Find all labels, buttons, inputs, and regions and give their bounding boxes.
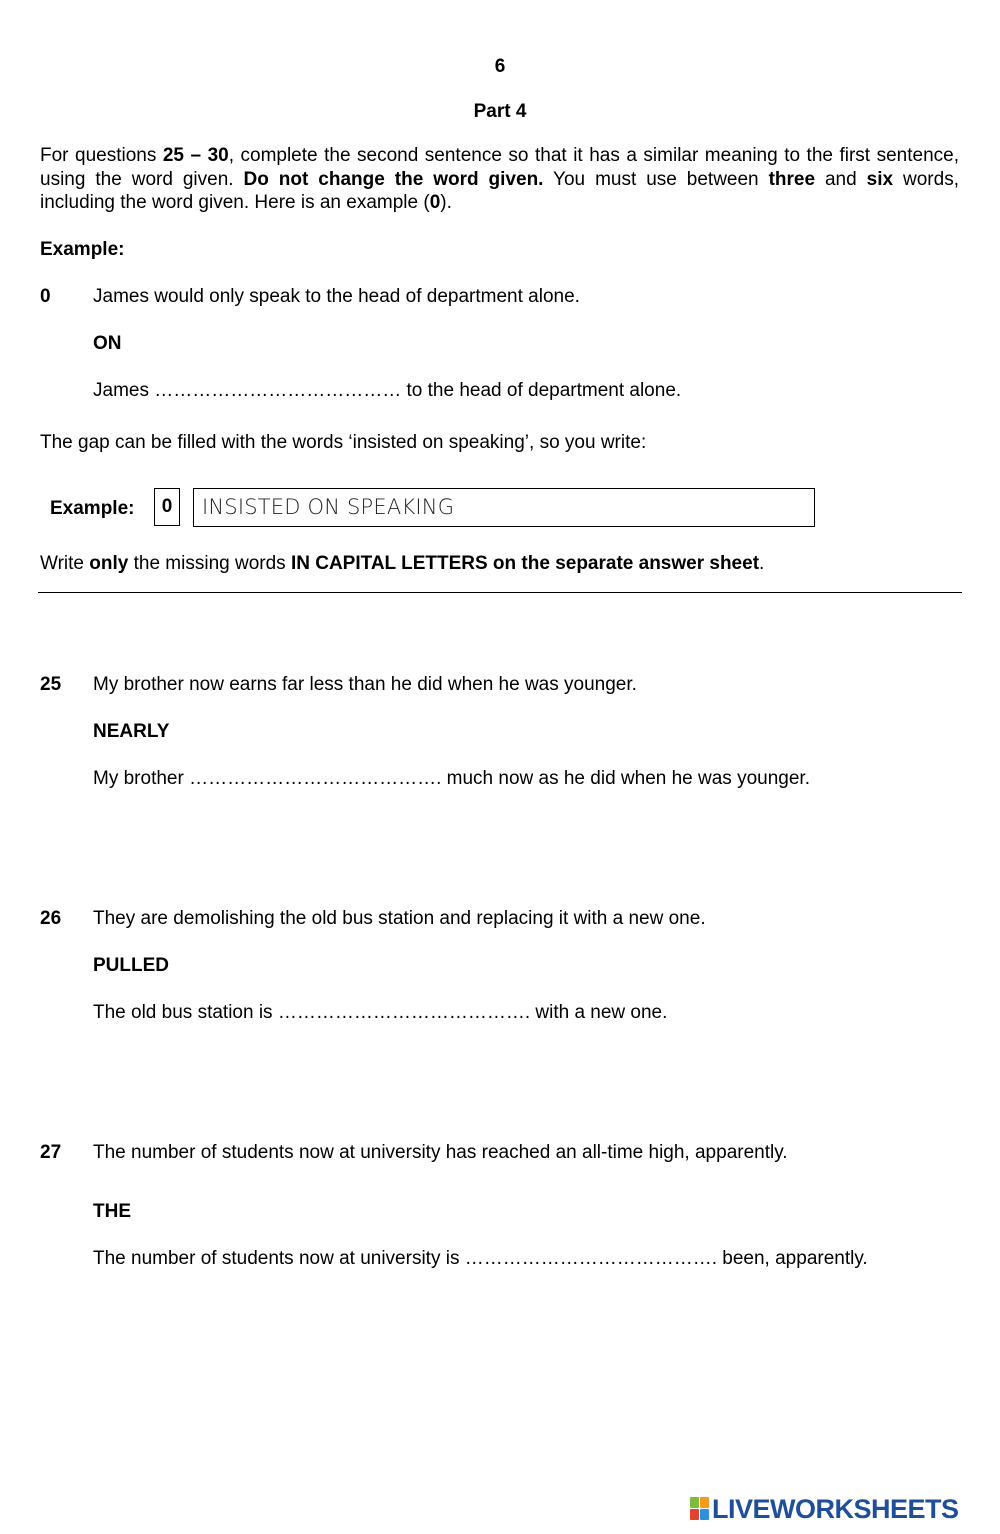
instructions-range: 25 – 30 [162, 145, 229, 166]
instructions-text: words, including the word given. Here is an example ( [40, 168, 959, 213]
write-instruction-capitals: IN CAPITAL LETTERS on the separate answer sheet [290, 553, 760, 574]
example-explanation: The gap can be filled with the words ‘insisted on speaking’, so you write: [40, 432, 647, 453]
page-number: 6 [494, 56, 506, 77]
question-keyword: THE [93, 1201, 131, 1222]
part-title: Part 4 [473, 101, 527, 122]
example-heading: Example: [40, 239, 125, 260]
example-answer-box: INSISTED ON SPEAKING [193, 488, 815, 527]
liveworksheets-logo [690, 1494, 959, 1524]
question-number: 25 [40, 674, 62, 695]
instructions-text: and [815, 168, 867, 190]
question-keyword: PULLED [93, 955, 169, 976]
question-gapped-sentence[interactable]: The old bus station is …………………………………. with a new one. [93, 1002, 668, 1023]
question-sentence: They are demolishing the old bus station and replacing it with a new one. [93, 908, 706, 929]
example-number: 0 [40, 286, 51, 307]
example-keyword: ON [93, 333, 122, 354]
instructions-text: , complete the second sentence so that it has a similar meaning to the first sentence, using the word given. [40, 145, 959, 190]
write-instruction-only: only [89, 553, 129, 574]
example-sentence: James would only speak to the head of department alone. [93, 286, 580, 307]
write-instruction-text: Write [40, 553, 90, 574]
question-sentence: My brother now earns far less than he did when he was younger. [93, 674, 637, 695]
write-instruction-text: . [759, 553, 765, 574]
instructions-text: For questions [40, 145, 163, 166]
example-box-label: Example: [50, 498, 135, 519]
instructions-example-ref: 0 [429, 192, 441, 213]
instructions-warning: Do not change the word given. [243, 168, 544, 190]
instructions-min-words: three [768, 168, 816, 190]
question-gapped-sentence[interactable]: My brother …………………………………. much now as he did when he was younger. [93, 768, 810, 789]
liveworksheets-logo-text: LIVEWORKSHEETS [712, 1493, 959, 1524]
instructions-max-words: six [866, 168, 894, 190]
instructions-text: ). [440, 192, 452, 213]
write-instruction-text: the missing words [128, 553, 291, 574]
question-number: 27 [40, 1142, 62, 1163]
question-keyword: NEARLY [93, 721, 170, 742]
example-box-number: 0 [154, 488, 180, 526]
instructions-text: You must use between [543, 168, 769, 190]
question-number: 26 [40, 908, 62, 929]
section-divider [38, 592, 962, 593]
liveworksheets-logo-icon [690, 1497, 710, 1521]
question-sentence: The number of students now at university has reached an all-time high, apparently. [93, 1142, 788, 1163]
question-gapped-sentence[interactable]: The number of students now at university is …………………………………. been, apparently. [93, 1248, 868, 1269]
instructions-paragraph [40, 144, 959, 215]
write-instruction [40, 552, 764, 575]
example-gapped-sentence: James ………………………………… to the head of department alone. [93, 380, 682, 401]
